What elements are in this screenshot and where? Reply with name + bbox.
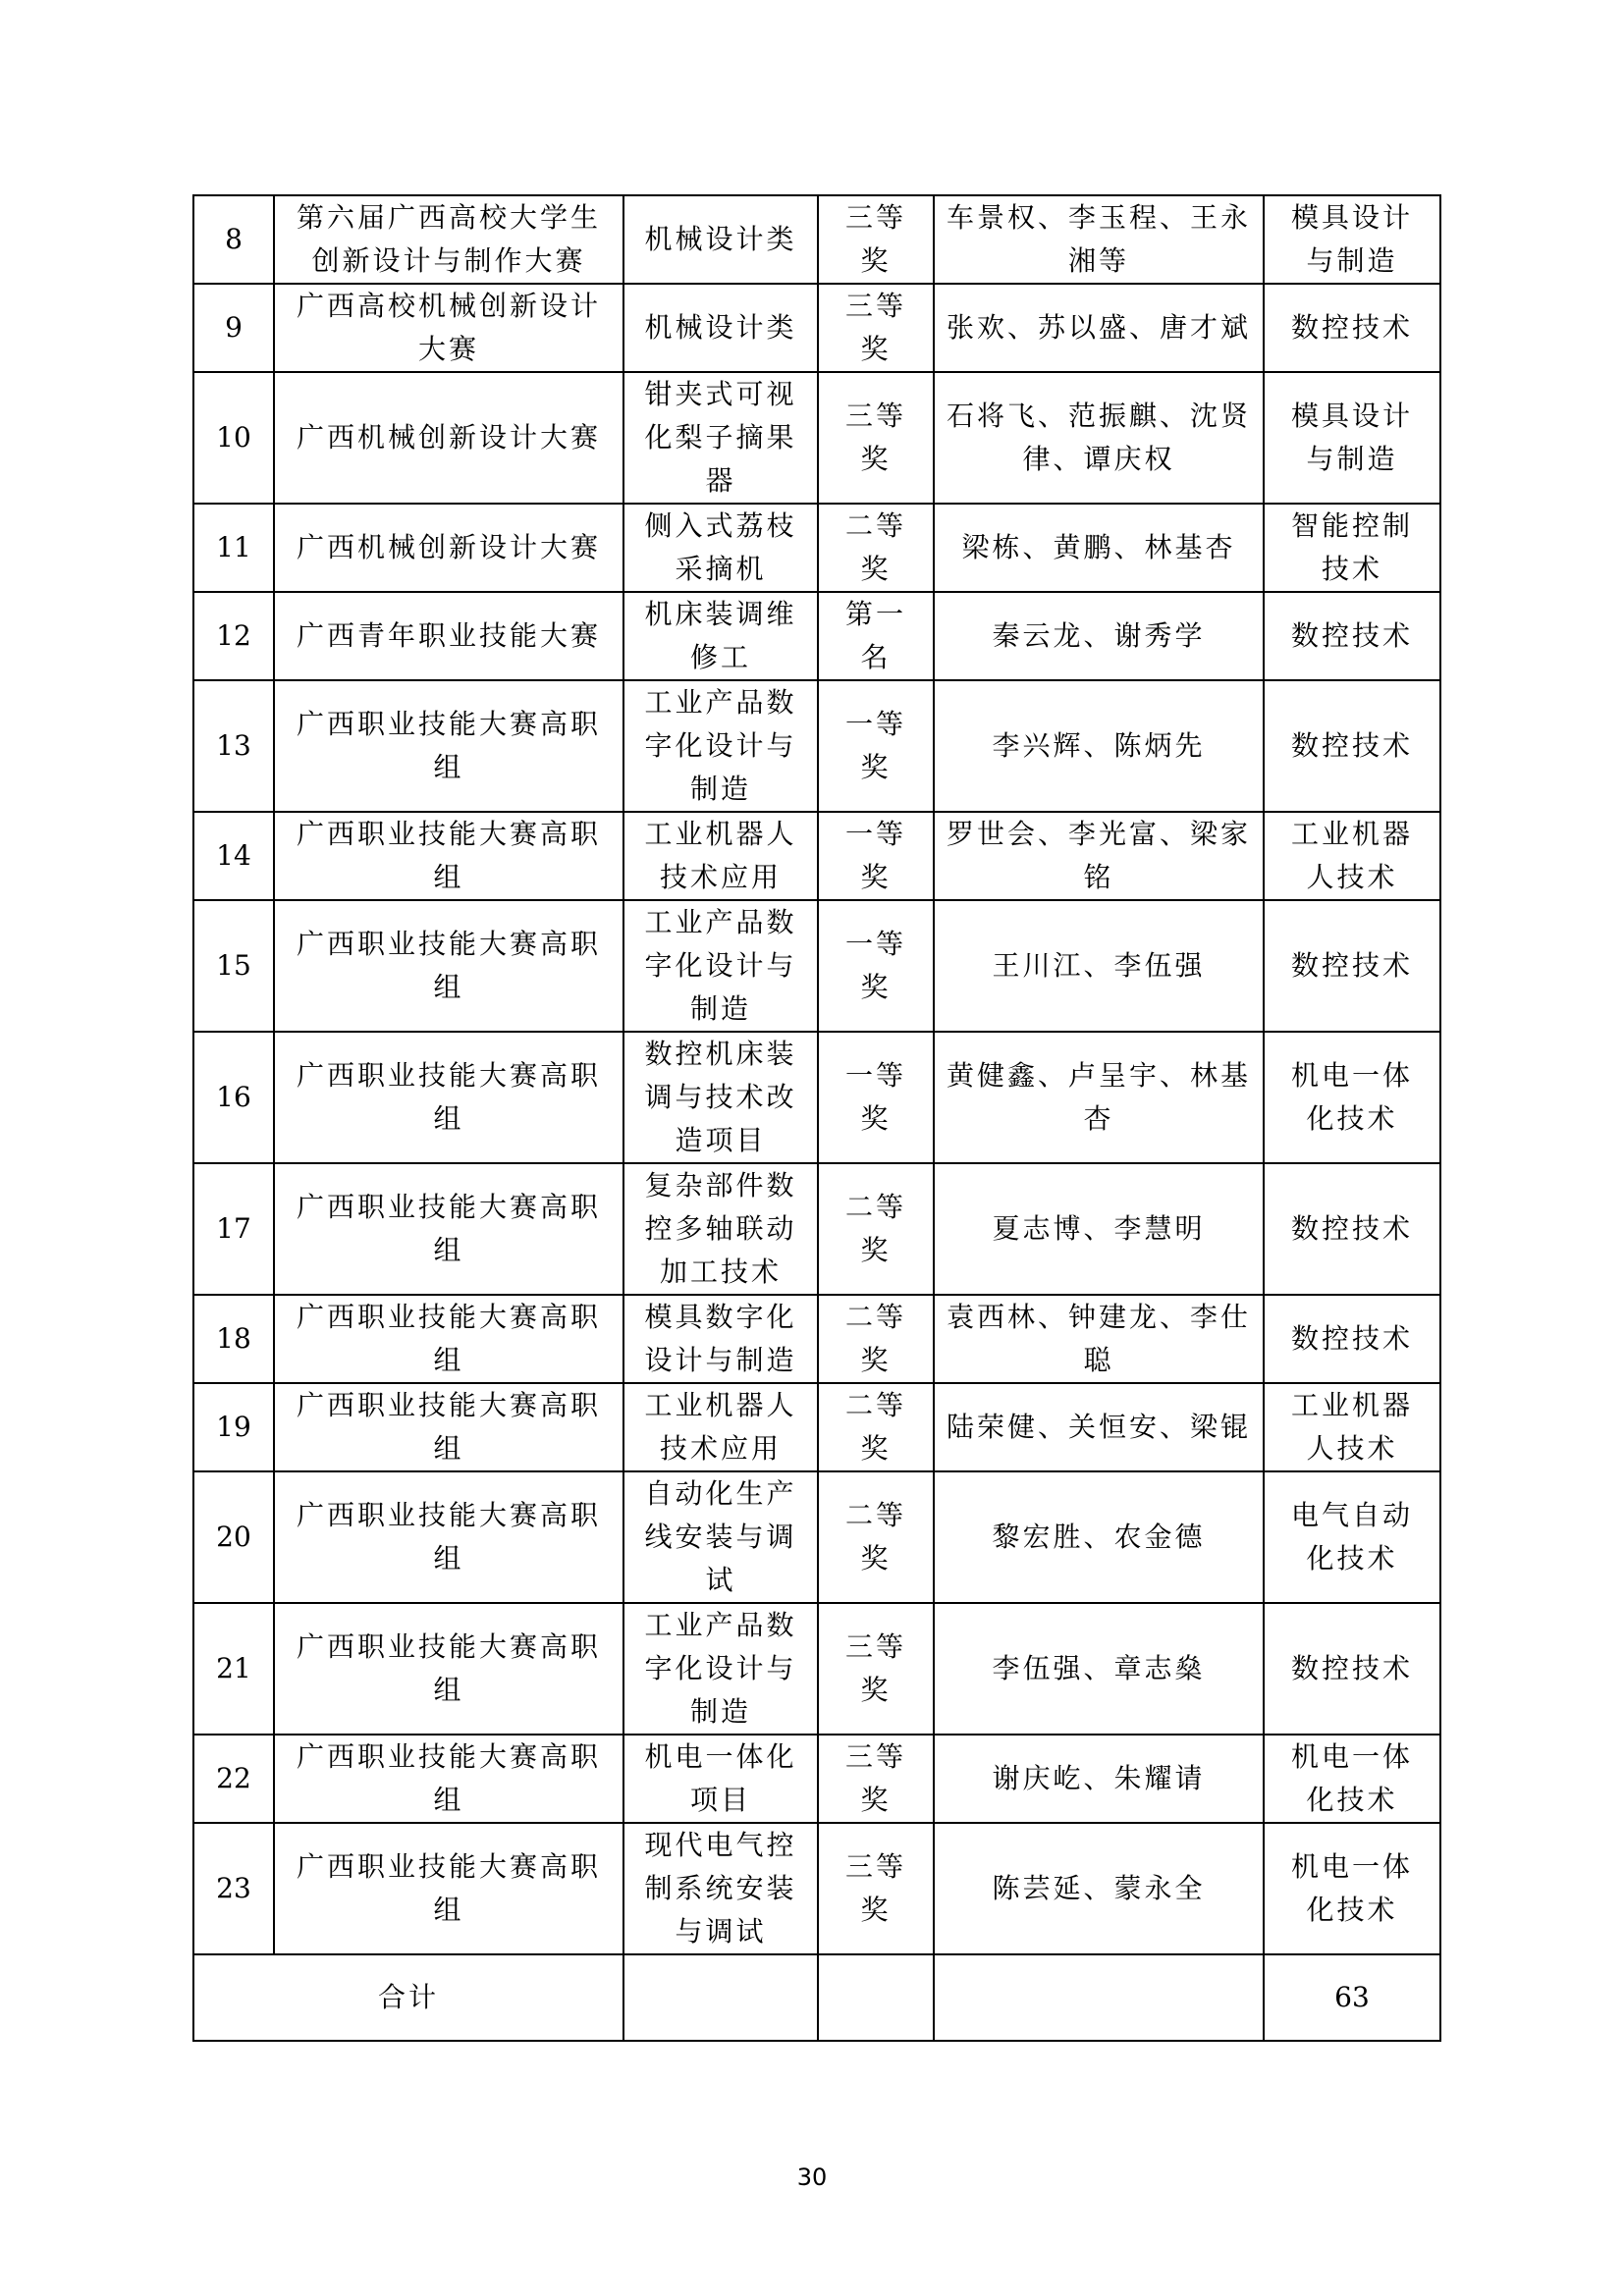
row-number-cell: 21 [193,1603,274,1735]
students-cell: 石将飞、范振麒、沈贤律、谭庆权 [934,372,1264,504]
students-cell: 秦云龙、谢秀学 [934,592,1264,680]
row-number-cell: 22 [193,1735,274,1823]
award-level-cell: 一等奖 [818,680,934,812]
row-number-cell: 16 [193,1032,274,1163]
table-row [193,900,1440,1032]
row-number-cell: 14 [193,812,274,900]
event-category-cell: 侧入式荔枝采摘机 [623,504,818,592]
table-row [193,1823,1440,1954]
total-award-cell [818,1954,934,2041]
row-number-cell: 18 [193,1295,274,1383]
table-row [193,1603,1440,1735]
event-category-cell: 机电一体化项目 [623,1735,818,1823]
students-cell: 李兴辉、陈炳先 [934,680,1264,812]
table-row [193,592,1440,680]
row-number-cell: 20 [193,1471,274,1603]
table-row [193,1735,1440,1823]
total-row [193,1954,1440,2041]
award-level-cell: 一等奖 [818,812,934,900]
students-cell: 陈芸延、蒙永全 [934,1823,1264,1954]
awards-table [192,194,1441,2042]
awards-table-body [193,195,1440,1954]
event-category-cell: 数控机床装调与技术改造项目 [623,1032,818,1163]
row-number-cell: 11 [193,504,274,592]
award-level-cell: 三等奖 [818,1735,934,1823]
event-category-cell: 工业机器人技术应用 [623,1383,818,1471]
students-cell: 黄健鑫、卢呈宇、林基杏 [934,1032,1264,1163]
students-cell: 夏志博、李慧明 [934,1163,1264,1295]
table-row [193,1163,1440,1295]
students-cell: 车景权、李玉程、王永湘等 [934,195,1264,284]
event-category-cell: 机械设计类 [623,195,818,284]
total-count: 63 [1264,1954,1440,2041]
table-row [193,195,1440,284]
competition-name-cell: 广西职业技能大赛高职组 [274,812,623,900]
major-cell: 数控技术 [1264,1603,1440,1735]
competition-name-cell: 第六届广西高校大学生创新设计与制作大赛 [274,195,623,284]
table-row [193,812,1440,900]
event-category-cell: 自动化生产线安装与调试 [623,1471,818,1603]
row-number-cell: 12 [193,592,274,680]
event-category-cell: 机械设计类 [623,284,818,372]
table-row [193,504,1440,592]
total-category-cell [623,1954,818,2041]
competition-name-cell: 广西职业技能大赛高职组 [274,1603,623,1735]
row-number-cell: 17 [193,1163,274,1295]
award-level-cell: 三等奖 [818,195,934,284]
award-level-cell: 二等奖 [818,1383,934,1471]
table-row [193,284,1440,372]
table-row [193,1471,1440,1603]
award-level-cell: 第一名 [818,592,934,680]
competition-name-cell: 广西高校机械创新设计大赛 [274,284,623,372]
competition-name-cell: 广西职业技能大赛高职组 [274,900,623,1032]
event-category-cell: 现代电气控制系统安装与调试 [623,1823,818,1954]
major-cell: 工业机器人技术 [1264,1383,1440,1471]
table-row [193,680,1440,812]
table-row [193,1383,1440,1471]
students-cell: 王川江、李伍强 [934,900,1264,1032]
row-number-cell: 15 [193,900,274,1032]
award-level-cell: 三等奖 [818,372,934,504]
row-number-cell: 13 [193,680,274,812]
major-cell: 数控技术 [1264,1295,1440,1383]
students-cell: 黎宏胜、农金德 [934,1471,1264,1603]
table-row [193,1295,1440,1383]
event-category-cell: 钳夹式可视化梨子摘果器 [623,372,818,504]
students-cell: 李伍强、章志燊 [934,1603,1264,1735]
event-category-cell: 工业产品数字化设计与制造 [623,1603,818,1735]
major-cell: 电气自动化技术 [1264,1471,1440,1603]
competition-name-cell: 广西职业技能大赛高职组 [274,1471,623,1603]
award-level-cell: 一等奖 [818,1032,934,1163]
major-cell: 数控技术 [1264,900,1440,1032]
major-cell: 智能控制技术 [1264,504,1440,592]
award-level-cell: 二等奖 [818,1295,934,1383]
major-cell: 机电一体化技术 [1264,1823,1440,1954]
students-cell: 袁西林、钟建龙、李仕聪 [934,1295,1264,1383]
students-cell: 罗世会、李光富、梁家铭 [934,812,1264,900]
competition-name-cell: 广西职业技能大赛高职组 [274,1823,623,1954]
major-cell: 机电一体化技术 [1264,1735,1440,1823]
row-number-cell: 8 [193,195,274,284]
total-label: 合计 [193,1954,623,2041]
event-category-cell: 机床装调维修工 [623,592,818,680]
major-cell: 模具设计与制造 [1264,195,1440,284]
competition-name-cell: 广西职业技能大赛高职组 [274,1383,623,1471]
page-number: 30 [796,2163,828,2191]
competition-name-cell: 广西青年职业技能大赛 [274,592,623,680]
major-cell: 数控技术 [1264,1163,1440,1295]
competition-name-cell: 广西职业技能大赛高职组 [274,680,623,812]
students-cell: 张欢、苏以盛、唐才斌 [934,284,1264,372]
award-level-cell: 一等奖 [818,900,934,1032]
students-cell: 陆荣健、关恒安、梁锟 [934,1383,1264,1471]
row-number-cell: 9 [193,284,274,372]
major-cell: 模具设计与制造 [1264,372,1440,504]
event-category-cell: 工业产品数字化设计与制造 [623,900,818,1032]
competition-name-cell: 广西职业技能大赛高职组 [274,1295,623,1383]
event-category-cell: 复杂部件数控多轴联动加工技术 [623,1163,818,1295]
award-level-cell: 三等奖 [818,1603,934,1735]
row-number-cell: 23 [193,1823,274,1954]
table-row [193,1032,1440,1163]
major-cell: 机电一体化技术 [1264,1032,1440,1163]
table-row [193,372,1440,504]
row-number-cell: 10 [193,372,274,504]
award-level-cell: 二等奖 [818,1163,934,1295]
students-cell: 谢庆屹、朱耀请 [934,1735,1264,1823]
students-cell: 梁栋、黄鹏、林基杏 [934,504,1264,592]
competition-name-cell: 广西机械创新设计大赛 [274,504,623,592]
major-cell: 数控技术 [1264,284,1440,372]
competition-name-cell: 广西职业技能大赛高职组 [274,1735,623,1823]
event-category-cell: 工业产品数字化设计与制造 [623,680,818,812]
event-category-cell: 工业机器人技术应用 [623,812,818,900]
competition-name-cell: 广西机械创新设计大赛 [274,372,623,504]
award-level-cell: 二等奖 [818,504,934,592]
row-number-cell: 19 [193,1383,274,1471]
competition-name-cell: 广西职业技能大赛高职组 [274,1032,623,1163]
competition-name-cell: 广西职业技能大赛高职组 [274,1163,623,1295]
total-students-cell [934,1954,1264,2041]
major-cell: 数控技术 [1264,680,1440,812]
major-cell: 数控技术 [1264,592,1440,680]
event-category-cell: 模具数字化设计与制造 [623,1295,818,1383]
award-level-cell: 三等奖 [818,1823,934,1954]
major-cell: 工业机器人技术 [1264,812,1440,900]
award-level-cell: 三等奖 [818,284,934,372]
award-level-cell: 二等奖 [818,1471,934,1603]
